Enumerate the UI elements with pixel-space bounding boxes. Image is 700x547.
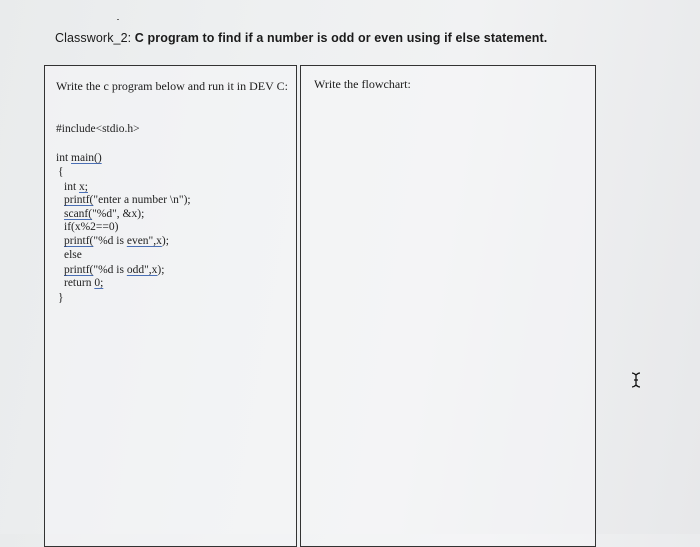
printf-fn: printf( — [64, 235, 94, 247]
printf-even-format: "%d is — [93, 235, 127, 247]
if-line: if(x%2==0) — [64, 221, 119, 233]
main-function: main() — [71, 152, 102, 164]
printf-prompt-line — [64, 194, 191, 207]
flowchart-panel-label: Write the flowchart: — [314, 77, 411, 91]
code-panel[interactable] — [44, 65, 297, 547]
stray-mark — [117, 19, 119, 20]
open-brace: { — [58, 166, 64, 178]
main-keyword: int — [56, 152, 72, 164]
printf-odd-format: "%d is — [93, 264, 127, 276]
scanf-fn: scanf( — [64, 208, 93, 220]
declare-line — [64, 181, 88, 194]
printf-even-line — [64, 235, 169, 248]
printf-odd-word: odd",x — [126, 264, 158, 276]
else-line: else — [64, 249, 82, 261]
close-brace: } — [58, 292, 64, 304]
return-keyword: return — [64, 277, 95, 289]
assignment-heading — [55, 31, 547, 45]
flowchart-panel[interactable] — [300, 65, 596, 547]
scanf-line — [64, 208, 144, 221]
code-panel-label: Write the c program below and run it in DEV C: — [56, 79, 288, 93]
heading-title: C program to find if a number is odd or even using if else statement. — [131, 31, 548, 45]
text-cursor-icon — [631, 372, 641, 388]
main-line — [56, 152, 102, 165]
include-line: #include<stdio.h> — [56, 123, 140, 135]
printf-prompt-args: "enter a number \n"); — [93, 194, 191, 206]
heading-prefix: Classwork_2: — [55, 31, 132, 45]
scanf-args: "%d", &x); — [92, 208, 145, 220]
declare-variable: x; — [79, 181, 88, 193]
printf-even-end: ); — [161, 235, 169, 247]
printf-fn: printf( — [64, 264, 94, 276]
return-line — [64, 277, 103, 290]
printf-odd-line — [64, 264, 164, 277]
printf-fn: printf( — [64, 194, 94, 206]
printf-even-word: even",x — [126, 235, 162, 247]
return-value: 0; — [94, 277, 104, 289]
printf-odd-end: ); — [157, 264, 165, 276]
declare-keyword: int — [64, 181, 80, 193]
